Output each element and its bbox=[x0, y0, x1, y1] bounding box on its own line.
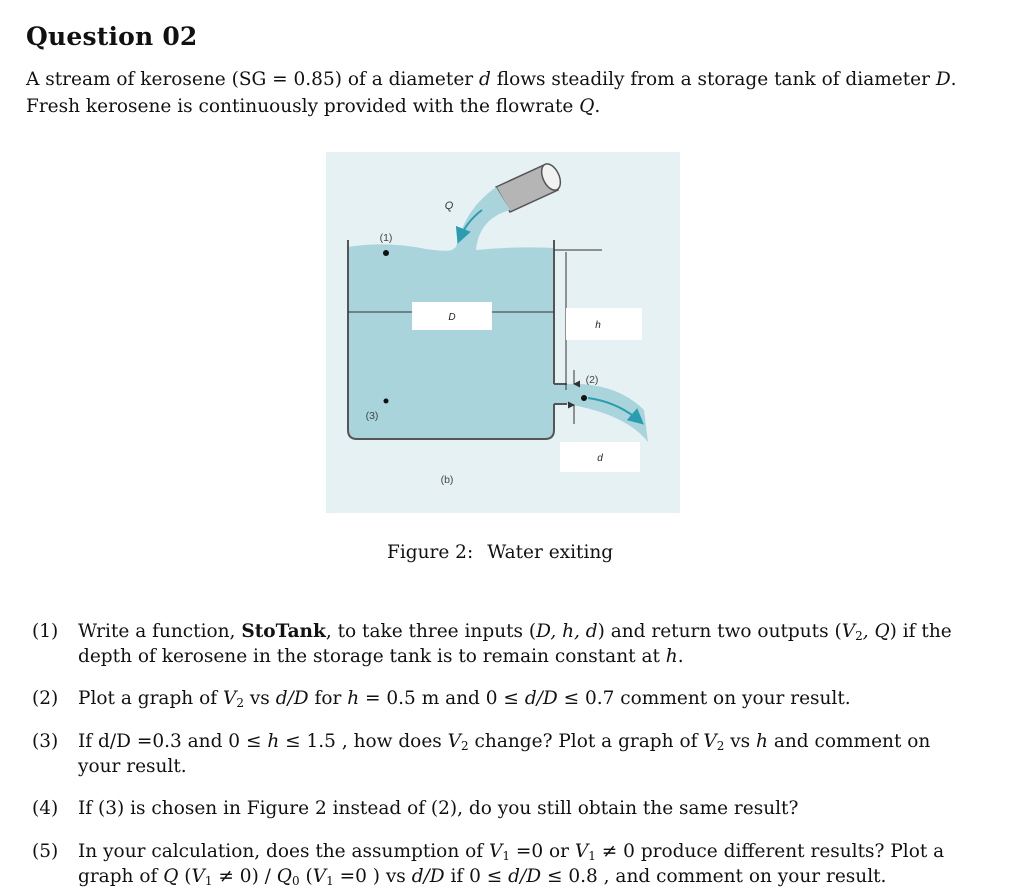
label-subfigure-b: (b) bbox=[440, 474, 454, 486]
figure-caption bbox=[387, 542, 613, 563]
label-D: D bbox=[448, 312, 456, 323]
label-Q: Q bbox=[444, 200, 454, 212]
question-number: (5) bbox=[32, 841, 59, 862]
tank-figure bbox=[326, 152, 680, 513]
question-item-5: (5) In your calculation, does the assumption of $V_1 =0$ or $V_1 \ne 0$ produce different results? Plot a graph of Q $(V_1 \ne 0) / Q_0$ ($V_1 =0$ ) vs d/D if 0 ≤ d/D ≤ 0.8 , and comment on your result. bbox=[32, 841, 945, 888]
label-h: h bbox=[595, 320, 601, 331]
tank-water bbox=[348, 244, 567, 439]
figure-caption-label: Figure 2: bbox=[387, 542, 474, 563]
question-number: (1) bbox=[32, 621, 59, 642]
label-point-2: (2) bbox=[585, 374, 599, 386]
point-1-dot bbox=[383, 250, 389, 256]
statement-line-2: Fresh kerosene is continuously provided with the flowrate Q. bbox=[26, 96, 601, 117]
label-d: d bbox=[597, 453, 603, 464]
statement-line-1: A stream of kerosene (SG = 0.85) of a diameter d flows steadily from a storage tank of diameter D. bbox=[26, 69, 957, 90]
point-2-dot bbox=[581, 395, 587, 401]
question-number: (3) bbox=[32, 731, 59, 752]
figure-caption-text: Water exiting bbox=[487, 542, 614, 563]
question-number: (4) bbox=[32, 798, 59, 819]
question-item-3: (3) If d/D =0.3 and 0 ≤ h ≤ 1.5 , how does $V_2$ change? Plot a graph of $V_2$ vs h and comment on your result. bbox=[32, 731, 931, 777]
tank-diagram bbox=[326, 152, 680, 513]
question-item-4: (4) If (3) is chosen in Figure 2 instead of (2), do you still obtain the same result? bbox=[32, 798, 799, 819]
label-h-box bbox=[566, 308, 642, 340]
question-heading: Question 02 bbox=[26, 22, 198, 51]
question-item-1: (1) Write a function, StoTank, to take three inputs (D, h, d) and return two outputs ($V_2$, Q) if the depth of kerosene in the storage tank is to remain constant at h. bbox=[32, 621, 952, 667]
question-item-2: (2) Plot a graph of $V_2$ vs d/D for h = 0.5 m and 0 ≤ d/D ≤ 0.7 comment on your result. bbox=[32, 688, 851, 710]
label-point-1: (1) bbox=[379, 232, 393, 244]
point-3-dot bbox=[384, 399, 389, 404]
question-number: (2) bbox=[32, 688, 59, 709]
problem-statement bbox=[26, 66, 1001, 120]
label-point-3: (3) bbox=[365, 410, 379, 422]
